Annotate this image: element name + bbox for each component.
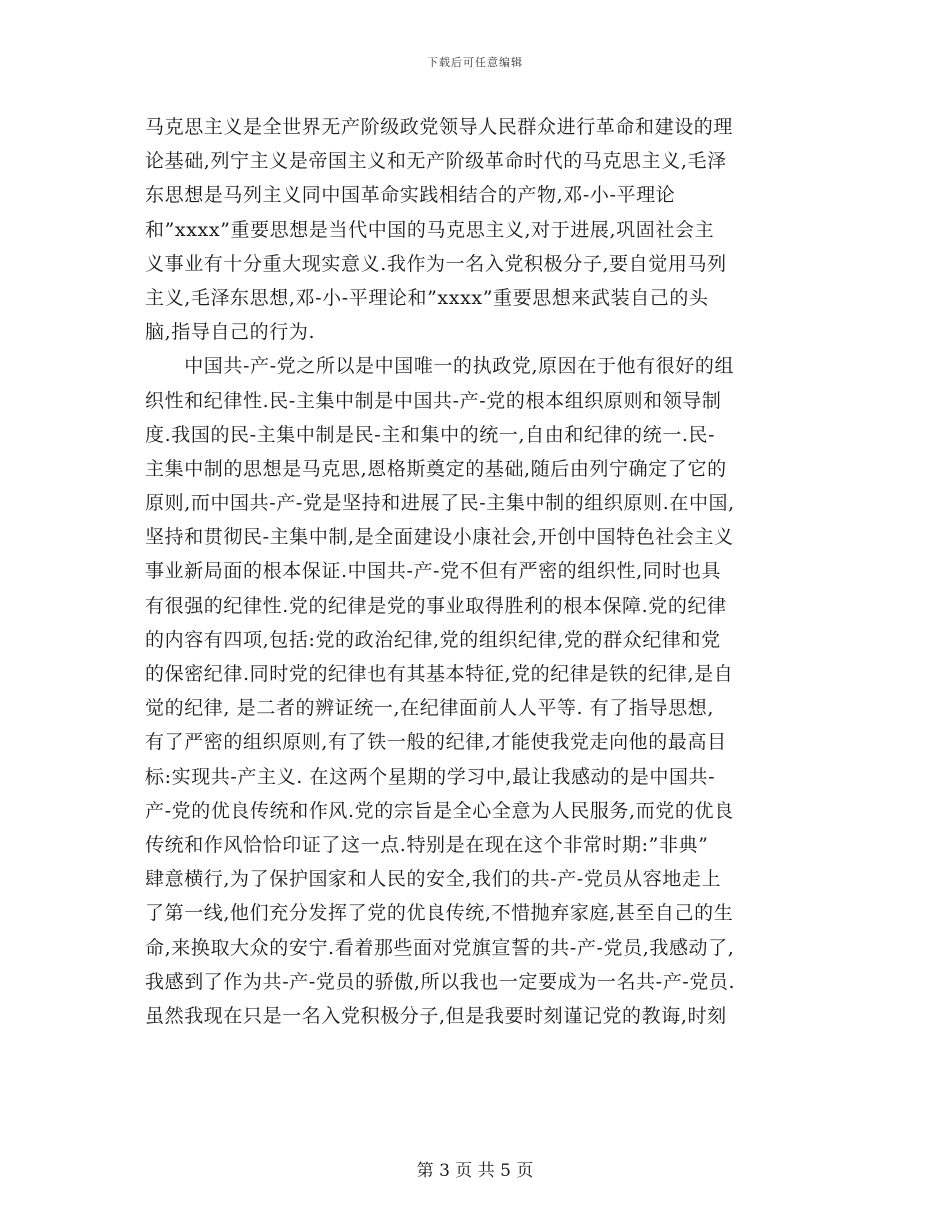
text-line: 有很强的纪律性.党的纪律是党的事业取得胜利的根本保障.党的纪律 <box>145 594 727 617</box>
page-number-footer: 第 3 页 共 5 页 <box>416 1161 534 1181</box>
text-line: 命,来换取大众的安宁.看着那些面对党旗宣誓的共-产-党员,我感动了, <box>145 936 735 959</box>
text-line: 东思想是马列主义同中国革命实践相结合的产物,邓-小-平理论 <box>145 184 676 207</box>
text-line: 度.我国的民-主集中制是民-主和集中的统一,自由和纪律的统一.民- <box>145 423 716 446</box>
text-line: 觉的纪律, 是二者的辨证统一,在纪律面前人人平等. 有了指导思想, <box>145 697 715 720</box>
text-line: 的内容有四项,包括:党的政治纪律,党的组织纪律,党的群众纪律和党 <box>145 628 721 651</box>
text-line: 肆意横行,为了保护国家和人民的安全,我们的共-产-党员从容地走上 <box>145 868 722 891</box>
text-line: 织性和纪律性.民-主集中制是中国共-产-党的根本组织原则和领导制 <box>145 389 722 412</box>
text-line: 事业新局面的根本保证.中国共-产-党不但有严密的组织性,同时也具 <box>145 560 722 583</box>
text-line: 脑,指导自己的行为. <box>145 321 316 344</box>
text-line: 传统和作风恰恰印证了这一点.特别是在现在这个非常时期:”非典” <box>145 833 709 856</box>
text-line: 马克思主义是全世界无产阶级政党领导人民群众进行革命和建设的理 <box>145 116 734 138</box>
text-line: 坚持和贯彻民-主集中制,是全面建设小康社会,开创中国特色社会主义 <box>145 526 734 549</box>
text-line: 的保密纪律.同时党的纪律也有其基本特征,党的纪律是铁的纪律,是自 <box>145 663 734 685</box>
page-header: 下载后可任意编辑 <box>427 56 523 69</box>
document-body <box>145 110 810 1033</box>
text-line: 和”xxxx”重要思想是当代中国的马克思主义,对于进展,巩固社会主 <box>145 218 715 241</box>
text-line: 义事业有十分重大现实意义.我作为一名入党积极分子,要自觉用马列 <box>145 252 727 275</box>
text-line: 我感到了作为共-产-党员的骄傲,所以我也一定要成为一名共-产-党员. <box>145 970 736 993</box>
text-line: 主集中制的思想是马克思,恩格斯奠定的基础,随后由列宁确定了它的 <box>145 457 727 480</box>
text-line: 论基础,列宁主义是帝国主义和无产阶级革命时代的马克思主义,毛泽 <box>145 150 727 173</box>
text-line: 有了严密的组织原则,有了铁一般的纪律,才能使我党走向他的最高目 <box>145 731 727 754</box>
text-line: 原则,而中国共-产-党是坚持和进展了民-主集中制的组织原则.在中国, <box>145 492 735 515</box>
text-line: 虽然我现在只是一名入党积极分子,但是我要时刻谨记党的教诲,时刻 <box>145 1004 727 1027</box>
text-line: 了第一线,他们充分发挥了党的优良传统,不惜抛弃家庭,甚至自己的生 <box>145 902 734 925</box>
text-line: 产-党的优良传统和作风.党的宗旨是全心全意为人民服务,而党的优良 <box>145 799 734 822</box>
text-line: 标:实现共-产主义. 在这两个星期的学习中,最让我感动的是中国共- <box>145 765 716 788</box>
text-line: 中国共-产-党之所以是中国唯一的执政党,原因在于他有很好的组 <box>145 355 735 378</box>
text-line: 主义,毛泽东思想,邓-小-平理论和”xxxx”重要思想来武装自己的头 <box>145 286 709 309</box>
